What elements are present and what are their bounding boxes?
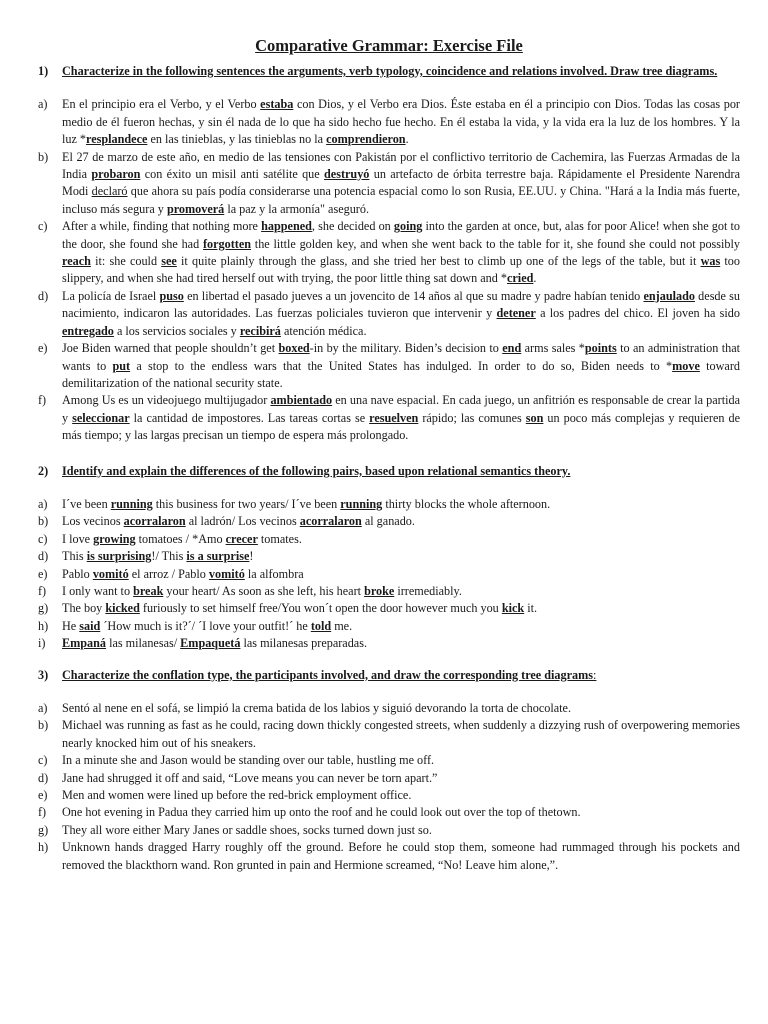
item-text: Sentó al nene en el sofá, se limpió la crema batida de los labios y siguió devorando la torta de chocolate.: [62, 701, 572, 715]
text-run: al ladrón/ Los vecinos: [185, 514, 300, 529]
text-run: con éxito un misil anti satélite que: [140, 167, 325, 182]
highlighted-verb: is a surprise: [186, 549, 250, 564]
text-run: tomatoes / *Amo: [135, 531, 226, 546]
text-run: Joe Biden warned that people shouldn’t get: [62, 341, 279, 356]
text-run: Los vecinos: [62, 514, 124, 529]
item-text: Men and women were lined up before the red-brick employment office.: [62, 788, 412, 803]
highlighted-verb: entregado: [62, 323, 114, 338]
item-text: [62, 513, 740, 530]
section-1-instruction: Characterize in the following sentences the arguments, verb typology, coincidence and relations involved. Draw tree diagrams.: [62, 64, 718, 78]
highlighted-verb: put: [112, 358, 131, 373]
highlighted-verb: broke: [364, 583, 395, 598]
list-item: [38, 513, 740, 530]
item-label: c): [38, 531, 48, 546]
highlighted-verb: running: [110, 496, 153, 511]
text-run: a stop to the endless wars that the United States has indulged. In order to do so, Biden needs to *: [130, 358, 673, 373]
text-run: Among Us es un videojuego multijugador: [62, 393, 271, 408]
item-label: g): [38, 601, 49, 616]
text-run: into the garden at once, but, alas for poor Alice! when she got to the door, she found she had: [62, 219, 740, 251]
item-text: [62, 618, 740, 635]
list-item: [38, 618, 740, 635]
text-run: , she decided on: [311, 219, 394, 234]
item-text: [62, 96, 740, 148]
text-run: el arroz / Pablo: [128, 566, 209, 581]
section-number: 2): [38, 463, 49, 478]
highlighted-verb: acorralaron: [123, 514, 186, 529]
highlighted-verb: resplandece: [86, 132, 148, 147]
text-run: too slippery, and when she had tired herself out with trying, the poor little thing sat down and *: [62, 254, 740, 286]
item-text: [62, 340, 740, 392]
text-run: las milanesas preparadas.: [240, 636, 368, 651]
text-run: en libertad el pasado jueves a un jovencito de 14 años al que su madre y padre habían tenido: [183, 288, 644, 303]
text-run: This: [62, 549, 87, 564]
section-3-list: [38, 700, 740, 874]
list-item: [38, 96, 740, 148]
item-text: [62, 392, 740, 444]
text-run: con Dios, y el Verbo era Dios. Éste estaba en él a principio con Dios. Todas las cosas por medio de él fueron hechas, y sin él nada de lo que ha sido hecho fue hecho. En él estaba la vida, y la vida era la luz de los hombres. Y la luz *: [62, 97, 740, 147]
text-run: your heart/ As soon as she left, his heart: [163, 583, 365, 598]
text-run: las milanesas/: [106, 636, 181, 651]
text-run: El 27 de marzo de este año, en medio de las tensiones con Pakistán por el conflictivo territorio de Cachemira, las Fuerzas Armadas de la India: [62, 149, 740, 182]
section-2-heading: [38, 463, 740, 480]
text-run: La policía de Israel: [62, 288, 160, 303]
highlighted-verb: detener: [496, 306, 536, 321]
section-3-instruction: Characterize the conflation type, the participants involved, and draw the corresponding tree diagrams:: [62, 667, 597, 682]
text-run: la paz y la armonía" aseguró.: [224, 201, 369, 216]
list-item: [38, 717, 740, 752]
text-run: !/ This: [151, 549, 187, 564]
text-run: ´How much is it?´/ ´I love your outfit!´ he: [100, 618, 311, 633]
text-run: it.: [524, 601, 538, 616]
text-run: la alfombra: [244, 566, 304, 581]
text-run: .: [533, 271, 537, 286]
item-label: e): [38, 341, 48, 356]
section-number: 3): [38, 667, 49, 682]
item-label: a): [38, 97, 48, 112]
section-2-list: [38, 496, 740, 653]
item-label: b): [38, 514, 49, 529]
highlighted-verb: see: [161, 254, 177, 269]
highlighted-verb: end: [502, 341, 522, 356]
list-item: [38, 839, 740, 874]
item-label: d): [38, 288, 49, 303]
section-1-heading: [38, 63, 740, 80]
highlighted-verb: crecer: [225, 531, 258, 546]
text-run: I love: [62, 531, 94, 546]
item-label: i): [38, 636, 46, 651]
text-run: I only want to: [62, 583, 134, 598]
item-label: b): [38, 149, 49, 164]
text-run: irremediably.: [394, 583, 462, 598]
highlighted-verb: move: [672, 358, 700, 373]
text-run: furiously to set himself free/You won´t open the door however much you: [139, 601, 502, 616]
text-run: After a while, finding that nothing more: [62, 219, 262, 234]
highlighted-verb: cried: [506, 271, 534, 286]
text-run: Pablo: [62, 566, 93, 581]
text-run: He: [62, 618, 80, 633]
list-item: [38, 218, 740, 288]
section-number: 1): [38, 64, 49, 78]
highlighted-verb: Empaná: [62, 636, 107, 651]
highlighted-verb: kicked: [105, 601, 140, 616]
text-run: arms sales *: [521, 341, 585, 356]
text-run: desde su nacimiento, indicaron las autoridades. Las fuerzas policiales tuvieron que intervenir y: [62, 288, 740, 321]
highlighted-verb: enjaulado: [643, 288, 695, 303]
list-item: [38, 583, 740, 600]
item-text: One hot evening in Padua they carried him up onto the roof and he could look out over the top of thetown.: [62, 805, 581, 820]
text-run: .: [405, 132, 409, 147]
highlighted-verb: is surprising: [86, 549, 152, 564]
item-label: f): [38, 583, 47, 598]
text-run: I´ve been: [62, 496, 111, 511]
highlighted-verb: kick: [501, 601, 525, 616]
item-label: a): [38, 701, 48, 715]
highlighted-verb: seleccionar: [72, 410, 130, 425]
item-label: b): [38, 718, 49, 733]
item-text: [62, 531, 740, 548]
text-run: this business for two years/ I´ve been: [152, 496, 341, 511]
text-run: rápido; las comunes: [418, 410, 526, 425]
text-run: the little golden key, and when she went back to the table for it, she found she could not possibly: [251, 236, 741, 251]
item-label: g): [38, 822, 49, 837]
highlighted-verb: destruyó: [324, 167, 370, 182]
item-text: [62, 583, 740, 600]
list-item: [38, 822, 740, 839]
highlighted-verb: happened: [261, 219, 312, 234]
item-label: h): [38, 840, 49, 855]
text-run: me.: [331, 618, 353, 633]
list-item: [38, 531, 740, 548]
highlighted-verb: running: [340, 496, 383, 511]
section-3-heading: [38, 667, 740, 684]
item-text: In a minute she and Jason would be standing over our table, hustling me off.: [62, 753, 435, 768]
text-run: un poco más complejas y requieren de más tiempo; y las largas precisan un tiempo de espera más prolongado.: [62, 410, 740, 443]
item-label: c): [38, 753, 48, 768]
list-item: [38, 149, 740, 219]
highlighted-verb: told: [310, 618, 332, 633]
list-item: [38, 804, 740, 821]
text-run: en las tinieblas, y las tinieblas no la: [147, 132, 327, 147]
item-text: Michael was running as fast as he could, racing down thickly congested streets, when suddenly a dizzying rush of overpowering memories nearly knocked him out of his sneakers.: [62, 718, 740, 750]
item-label: h): [38, 618, 49, 633]
text-run: it quite plainly through the glass, and she tried her best to climb up one of the legs of the table, but it: [176, 254, 701, 269]
item-text: Jane had shrugged it off and said, “Love means you can never be torn apart.”: [62, 770, 438, 785]
highlighted-verb: estaba: [260, 97, 294, 112]
highlighted-verb: growing: [93, 531, 136, 546]
highlighted-verb: Empaquetá: [180, 636, 241, 651]
item-text: [62, 566, 740, 583]
highlighted-verb: ambientado: [270, 393, 333, 408]
text-run: en una nave espacial. En cada juego, un anfitrión es responsable de crear la partida y: [62, 393, 740, 425]
list-item: [38, 635, 740, 652]
list-item: [38, 787, 740, 804]
item-label: f): [38, 393, 47, 408]
highlighted-verb: puso: [159, 288, 184, 303]
text-run: al ganado.: [361, 514, 415, 529]
highlighted-verb: break: [133, 583, 164, 598]
text-run: atención médica.: [280, 323, 367, 338]
highlighted-verb: comprendieron: [326, 132, 406, 147]
text-run: la cantidad de impostores. Las tareas cortas se: [129, 410, 370, 425]
text-run: it: she could: [90, 254, 162, 269]
highlighted-verb: probaron: [91, 167, 141, 182]
highlighted-verb: son: [525, 410, 544, 425]
list-item: [38, 340, 740, 392]
text-run: -in by the military. Biden’s decision to: [309, 341, 503, 356]
highlighted-verb: vomitó: [208, 566, 245, 581]
text-run: thirty blocks the whole afternoon.: [382, 496, 551, 511]
item-text: [62, 600, 740, 617]
item-label: c): [38, 219, 48, 234]
section-1-list: [38, 96, 740, 444]
text-run: tomates.: [257, 531, 302, 546]
text-run: a los servicios sociales y: [113, 323, 240, 338]
text-run: En el principio era el Verbo, y el Verbo: [62, 97, 261, 112]
text-run: a los padres del chico. El joven ha sido: [535, 306, 740, 321]
list-item: [38, 770, 740, 787]
text-run: que ahora su país podía considerarse una potencia espacial como lo son Rusia, EE.UU. y China. "Hará a la India más fuerte, incluso más segura y: [62, 184, 740, 216]
item-text: [62, 218, 740, 288]
item-text: [62, 548, 740, 565]
list-item: [38, 548, 740, 565]
highlighted-verb: was: [700, 254, 721, 269]
highlighted-verb: resuelven: [369, 410, 419, 425]
list-item: [38, 496, 740, 513]
highlighted-verb: boxed: [278, 341, 310, 356]
item-text: [62, 635, 740, 652]
item-label: e): [38, 566, 48, 581]
item-label: d): [38, 770, 49, 785]
text-run: !: [249, 549, 254, 564]
item-text: They all wore either Mary Janes or saddle shoes, socks turned down just so.: [62, 822, 432, 837]
text-run: toward demilitarization of the national security state.: [62, 358, 740, 390]
list-item: [38, 566, 740, 583]
text-run: The boy: [62, 601, 106, 616]
list-item: [38, 600, 740, 617]
item-label: a): [38, 496, 48, 511]
highlighted-verb: going: [393, 219, 423, 234]
section-2-instruction: Identify and explain the differences of the following pairs, based upon relational semantics theory.: [62, 463, 571, 478]
text-run: un artefacto de órbita terrestre baja. Rápidamente el Presidente Narendra Modi: [62, 167, 740, 199]
highlighted-verb: points: [584, 341, 617, 356]
highlighted-verb: vomitó: [92, 566, 129, 581]
item-text: [62, 496, 740, 513]
underlined-verb: declaró: [91, 184, 128, 199]
text-run: to an administration that wants to: [62, 341, 740, 373]
highlighted-verb: promoverá: [166, 201, 225, 216]
item-label: e): [38, 788, 48, 803]
item-text: [62, 288, 740, 340]
list-item: [38, 392, 740, 444]
item-label: d): [38, 549, 49, 564]
list-item: [38, 700, 740, 717]
list-item: [38, 288, 740, 340]
highlighted-verb: said: [79, 618, 101, 633]
document-title: Comparative Grammar: Exercise File: [255, 36, 523, 55]
highlighted-verb: forgotten: [202, 236, 252, 251]
item-label: f): [38, 805, 47, 820]
highlighted-verb: recibirá: [239, 323, 281, 338]
item-text: Unknown hands dragged Harry roughly off the ground. Before he could stop them, someone had rummaged through his pockets and removed the blackthorn wand. Ron grunted in pain and Hermione screamed, “No! Leave him alone,”.: [62, 840, 740, 872]
highlighted-verb: reach: [62, 254, 91, 269]
list-item: [38, 752, 740, 769]
item-text: [62, 149, 740, 219]
highlighted-verb: acorralaron: [299, 514, 362, 529]
